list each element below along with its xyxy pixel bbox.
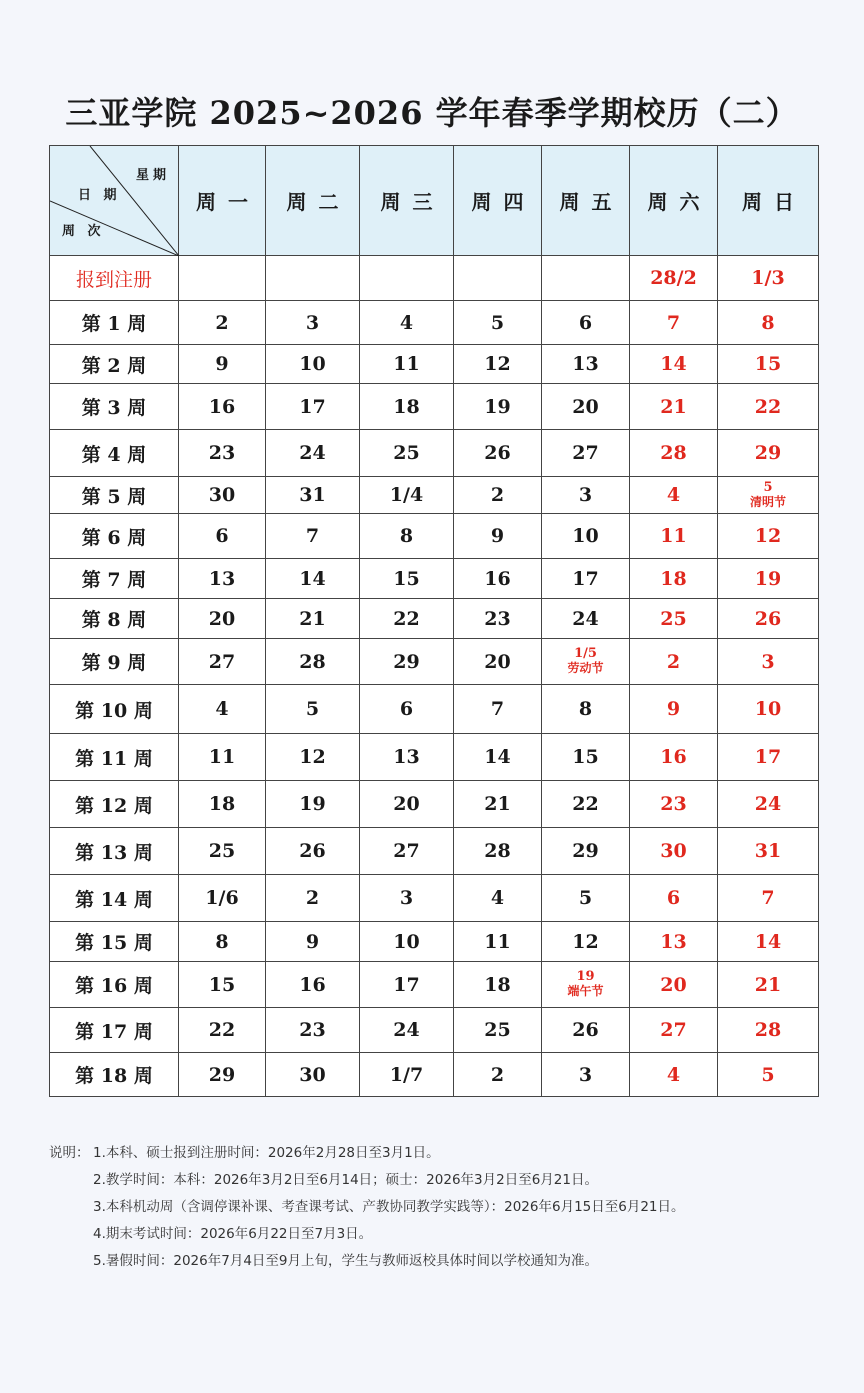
week-row — [50, 734, 819, 781]
week-row — [50, 875, 819, 922]
weekend-date-cell: 7 — [630, 301, 718, 345]
date-cell: 16 — [454, 559, 542, 599]
corner-weekday-label: 星期 — [136, 168, 171, 183]
week-row — [50, 828, 819, 875]
weekend-date-cell: 8 — [718, 301, 819, 345]
week-label: 第 9 周 — [50, 639, 179, 685]
date-cell: 13 — [542, 345, 630, 384]
weekend-date-cell: 13 — [630, 922, 718, 962]
week-label: 第 17 周 — [50, 1008, 179, 1053]
date-cell: 26 — [542, 1008, 630, 1053]
week-label: 第 4 周 — [50, 430, 179, 477]
registration-row — [50, 256, 819, 301]
weekday-header: 周四 — [454, 146, 542, 256]
week-row — [50, 599, 819, 639]
weekend-date-cell: 29 — [718, 430, 819, 477]
weekend-date-cell: 2 — [630, 639, 718, 685]
note-item: 2.教学时间：本科：2026年3月2日至6月14日；硕士：2026年3月2日至6月21日。 — [93, 1172, 598, 1188]
header-row — [50, 146, 819, 256]
date-cell: 7 — [266, 514, 360, 559]
week-label: 第 5 周 — [50, 477, 179, 514]
date-cell: 14 — [266, 559, 360, 599]
date-cell: 25 — [454, 1008, 542, 1053]
date-cell: 13 — [360, 734, 454, 781]
date-cell: 5 — [266, 685, 360, 734]
date-cell: 30 — [266, 1053, 360, 1097]
date-cell: 22 — [360, 599, 454, 639]
weekend-date-cell: 28 — [718, 1008, 819, 1053]
date-cell: 3 — [542, 1053, 630, 1097]
notes-lead: 说明： — [49, 1145, 90, 1161]
holiday-name: 劳动节 — [567, 661, 604, 676]
week-label: 第 10 周 — [50, 685, 179, 734]
date-cell: 3 — [266, 301, 360, 345]
date-cell: 12 — [542, 922, 630, 962]
date-cell: 29 — [360, 639, 454, 685]
date-cell — [542, 256, 630, 301]
weekday-header: 周二 — [266, 146, 360, 256]
date-cell: 7 — [454, 685, 542, 734]
week-row — [50, 922, 819, 962]
week-label: 第 13 周 — [50, 828, 179, 875]
date-cell: 24 — [266, 430, 360, 477]
date-cell: 28 — [266, 639, 360, 685]
corner-cell — [50, 146, 179, 256]
date-cell: 16 — [266, 962, 360, 1008]
date-cell: 6 — [360, 685, 454, 734]
week-row — [50, 685, 819, 734]
note-item: 4.期末考试时间：2026年6月22日至7月3日。 — [93, 1226, 373, 1242]
weekend-date-cell: 18 — [630, 559, 718, 599]
date-cell: 15 — [360, 559, 454, 599]
date-cell: 12 — [454, 345, 542, 384]
date-cell: 23 — [266, 1008, 360, 1053]
note-item: 3.本科机动周（含调停课补课、考查课考试、产教协同教学实践等）：2026年6月15日至6月21日。 — [93, 1199, 685, 1215]
weekend-date-cell: 7 — [718, 875, 819, 922]
date-cell: 29 — [179, 1053, 266, 1097]
weekend-date-cell: 25 — [630, 599, 718, 639]
holiday-cell — [718, 477, 819, 514]
week-label: 第 12 周 — [50, 781, 179, 828]
date-cell: 6 — [542, 301, 630, 345]
weekend-date-cell: 21 — [718, 962, 819, 1008]
date-cell: 19 — [266, 781, 360, 828]
date-cell: 10 — [360, 922, 454, 962]
weekend-date-cell: 16 — [630, 734, 718, 781]
weekend-date-cell: 4 — [630, 477, 718, 514]
date-cell: 1/6 — [179, 875, 266, 922]
weekday-header: 周六 — [630, 146, 718, 256]
weekend-date-cell: 28 — [630, 430, 718, 477]
date-cell — [360, 256, 454, 301]
date-cell: 23 — [179, 430, 266, 477]
registration-label: 报到注册 — [50, 256, 179, 301]
weekend-date-cell: 3 — [718, 639, 819, 685]
weekend-date-cell: 4 — [630, 1053, 718, 1097]
weekday-header: 周三 — [360, 146, 454, 256]
weekday-header: 周一 — [179, 146, 266, 256]
weekday-header: 周日 — [718, 146, 819, 256]
date-cell: 27 — [179, 639, 266, 685]
date-cell: 24 — [360, 1008, 454, 1053]
date-cell: 5 — [542, 875, 630, 922]
holiday-date: 1/5 — [574, 646, 597, 662]
holiday-date: 19 — [576, 969, 595, 985]
weekend-date-cell: 28/2 — [630, 256, 718, 301]
week-row — [50, 477, 819, 514]
weekend-date-cell: 23 — [630, 781, 718, 828]
date-cell: 3 — [542, 477, 630, 514]
calendar-body — [50, 256, 819, 1097]
date-cell: 4 — [454, 875, 542, 922]
weekend-date-cell: 30 — [630, 828, 718, 875]
date-cell — [179, 256, 266, 301]
holiday-date: 5 — [763, 479, 773, 495]
date-cell: 18 — [454, 962, 542, 1008]
date-cell: 3 — [360, 875, 454, 922]
note-item: 5.暑假时间：2026年7月4日至9月上旬，学生与教师返校具体时间以学校通知为准。 — [93, 1253, 599, 1269]
week-label: 第 7 周 — [50, 559, 179, 599]
week-row — [50, 1053, 819, 1097]
corner-date-label: 日 期 — [78, 188, 121, 203]
date-cell: 14 — [454, 734, 542, 781]
date-cell: 21 — [454, 781, 542, 828]
date-cell: 23 — [454, 599, 542, 639]
week-row — [50, 514, 819, 559]
date-cell: 25 — [360, 430, 454, 477]
date-cell: 24 — [542, 599, 630, 639]
date-cell: 17 — [542, 559, 630, 599]
weekend-date-cell: 14 — [718, 922, 819, 962]
date-cell: 17 — [266, 384, 360, 430]
date-cell: 22 — [179, 1008, 266, 1053]
week-label: 第 1 周 — [50, 301, 179, 345]
weekend-date-cell: 10 — [718, 685, 819, 734]
holiday-name: 端午节 — [567, 984, 604, 999]
date-cell — [266, 256, 360, 301]
weekend-date-cell: 22 — [718, 384, 819, 430]
date-cell: 20 — [454, 639, 542, 685]
date-cell: 8 — [360, 514, 454, 559]
weekend-date-cell: 17 — [718, 734, 819, 781]
weekend-date-cell: 6 — [630, 875, 718, 922]
date-cell: 20 — [542, 384, 630, 430]
week-row — [50, 639, 819, 685]
date-cell: 20 — [360, 781, 454, 828]
date-cell: 6 — [179, 514, 266, 559]
date-cell: 15 — [179, 962, 266, 1008]
notes-section — [49, 1140, 829, 1275]
week-row — [50, 301, 819, 345]
date-cell: 9 — [179, 345, 266, 384]
date-cell: 29 — [542, 828, 630, 875]
date-cell: 13 — [179, 559, 266, 599]
date-cell: 15 — [542, 734, 630, 781]
date-cell: 30 — [179, 477, 266, 514]
date-cell: 2 — [266, 875, 360, 922]
weekend-date-cell: 19 — [718, 559, 819, 599]
page-title: 三亚学院 2025~2026 学年春季学期校历（二） — [65, 94, 799, 132]
date-cell: 18 — [179, 781, 266, 828]
date-cell: 8 — [542, 685, 630, 734]
holiday-cell — [542, 962, 630, 1008]
date-cell: 27 — [360, 828, 454, 875]
date-cell: 28 — [454, 828, 542, 875]
weekend-date-cell: 11 — [630, 514, 718, 559]
weekend-date-cell: 14 — [630, 345, 718, 384]
corner-week-label: 周 次 — [62, 224, 105, 239]
date-cell: 2 — [454, 477, 542, 514]
week-label: 第 15 周 — [50, 922, 179, 962]
week-label: 第 3 周 — [50, 384, 179, 430]
week-row — [50, 559, 819, 599]
weekend-date-cell: 27 — [630, 1008, 718, 1053]
date-cell: 31 — [266, 477, 360, 514]
date-cell: 4 — [360, 301, 454, 345]
week-row — [50, 781, 819, 828]
date-cell: 10 — [542, 514, 630, 559]
weekend-date-cell: 26 — [718, 599, 819, 639]
date-cell: 21 — [266, 599, 360, 639]
date-cell: 22 — [542, 781, 630, 828]
date-cell: 20 — [179, 599, 266, 639]
weekend-date-cell: 1/3 — [718, 256, 819, 301]
week-label: 第 14 周 — [50, 875, 179, 922]
week-row — [50, 384, 819, 430]
date-cell: 25 — [179, 828, 266, 875]
weekend-date-cell: 12 — [718, 514, 819, 559]
date-cell: 17 — [360, 962, 454, 1008]
holiday-cell — [542, 639, 630, 685]
weekend-date-cell: 20 — [630, 962, 718, 1008]
weekend-date-cell: 24 — [718, 781, 819, 828]
week-row — [50, 1008, 819, 1053]
week-label: 第 11 周 — [50, 734, 179, 781]
date-cell: 19 — [454, 384, 542, 430]
weekend-date-cell: 9 — [630, 685, 718, 734]
date-cell: 12 — [266, 734, 360, 781]
date-cell: 11 — [454, 922, 542, 962]
week-row — [50, 962, 819, 1008]
date-cell: 26 — [266, 828, 360, 875]
date-cell: 18 — [360, 384, 454, 430]
date-cell: 1/7 — [360, 1053, 454, 1097]
week-row — [50, 430, 819, 477]
date-cell: 2 — [179, 301, 266, 345]
calendar-table — [49, 145, 819, 1097]
date-cell — [454, 256, 542, 301]
date-cell: 27 — [542, 430, 630, 477]
week-label: 第 6 周 — [50, 514, 179, 559]
date-cell: 5 — [454, 301, 542, 345]
weekend-date-cell: 21 — [630, 384, 718, 430]
week-label: 第 16 周 — [50, 962, 179, 1008]
weekday-header: 周五 — [542, 146, 630, 256]
weekend-date-cell: 5 — [718, 1053, 819, 1097]
date-cell: 16 — [179, 384, 266, 430]
week-label: 第 18 周 — [50, 1053, 179, 1097]
date-cell: 4 — [179, 685, 266, 734]
date-cell: 26 — [454, 430, 542, 477]
weekend-date-cell: 15 — [718, 345, 819, 384]
date-cell: 1/4 — [360, 477, 454, 514]
date-cell: 11 — [360, 345, 454, 384]
date-cell: 8 — [179, 922, 266, 962]
week-label: 第 8 周 — [50, 599, 179, 639]
date-cell: 2 — [454, 1053, 542, 1097]
holiday-name: 清明节 — [749, 494, 786, 509]
date-cell: 10 — [266, 345, 360, 384]
note-item: 说明： 1.本科、硕士报到注册时间：2026年2月28日至3月1日。 — [49, 1140, 829, 1167]
week-label: 第 2 周 — [50, 345, 179, 384]
week-row — [50, 345, 819, 384]
date-cell: 9 — [454, 514, 542, 559]
date-cell: 9 — [266, 922, 360, 962]
weekend-date-cell: 31 — [718, 828, 819, 875]
date-cell: 11 — [179, 734, 266, 781]
